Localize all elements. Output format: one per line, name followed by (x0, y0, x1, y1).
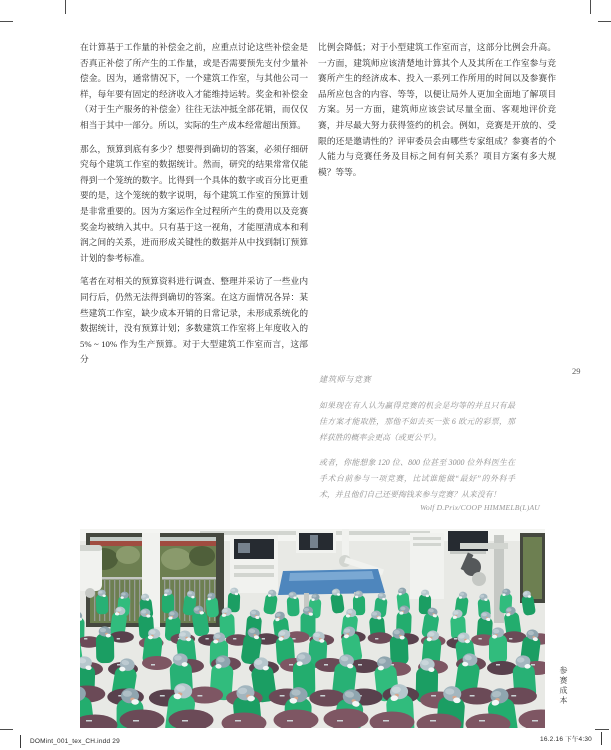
quote-paragraph: 如果现在有人认为赢得竞赛的机会是均等的并且只有最佳方案才能取胜，那他不如去买一张 6 欧元的彩票，那样获胜的概率会更高（或更公平）。 (319, 401, 515, 443)
body-paragraph: 在计算基于工作量的补偿金之前，应重点讨论这些补偿金是否真正补偿了所产生的工作量，或是否需要预先支付少量补偿金。因为，通常情况下，一个建筑工作室，与其他公司一样，每年要有固定的经济收入才能维持运转。奖金和补偿金（对于生产服务的补偿金）往往无法冲抵全部花销，而仅仅相当于其中一部分。所以，实际的生产成本经常超出预算。 (80, 42, 308, 130)
right-text-column (318, 40, 556, 188)
crop-mark-top-left-vertical (65, 0, 66, 14)
crop-mark-top-left-horizontal (0, 21, 13, 22)
quote-section-title: 建筑师与竞赛 (319, 375, 372, 384)
margin-caption-vertical: 参赛成本 (559, 666, 568, 706)
body-paragraph: 比例会降低；对于小型建筑工作室而言，这部分比例会升高。一方面，建筑师应该清楚地计算其个人及其所在工作室参与竞赛所产生的经济成本、投入一系列工作所用的时间以及参赛作品所应包含的内容、等等，以便让局外人更加全面地了解项目方案。另一方面，建筑师应该尝试尽量全面、客观地评价竞赛，并尽最大努力获得签约的机会。例如，竞赛是开放的、受限的还是邀请性的？评审委员会由哪些专家组成？参赛者的个人能力与竞赛任务及目标之间有何关系？项目方案有多大规模？等等。 (318, 42, 556, 177)
print-slug-datetime (540, 732, 602, 745)
slug-divider-bar (601, 732, 602, 745)
body-paragraph: 笔者在对相关的预算资料进行调查、整理并采访了一些业内同行后，仍然无法得到确切的答案。在这方面情况各异：某些建筑工作室，缺少成本开销的日常记录，未形成系统化的数据统计，没有预算计划；多数建筑工作室将上年度收入的5% ~ 10% 作为生产预算。对于大型建筑工作室而言，这部分 (80, 276, 308, 365)
slug-divider-bar (20, 735, 21, 748)
crop-mark-top-right-vertical (590, 0, 591, 14)
print-slug-filename (20, 735, 120, 748)
crop-mark-top-right-horizontal (598, 21, 611, 22)
left-text-column (80, 40, 308, 376)
quote-block (319, 398, 515, 511)
body-paragraph: 那么，预算到底有多少？想要得到确切的答案，必须仔细研究每个建筑工作室的数据统计。然而，研究的结果常常仅能得到一个笼统的数字。比得到一个具体的数字或百分比更重要的是，这个笼统的数字说明，每个建筑工作室的预算计划是非常重要的。因为方案运作全过程所产生的费用以及竞赛奖金均被纳入其中。只有基于这一视角，才能厘清成本和利润之间的关系，进而形成关键性的数据并从中找到制订预算计划的参考标准。 (80, 143, 308, 263)
slug-datetime-text: 16.2.16 下午4:30 (540, 736, 592, 743)
quote-attribution: Wolf D.Prix/COOP HIMMELB(L)AU (420, 503, 540, 512)
crop-mark-bottom-right-horizontal (595, 729, 609, 730)
surgeons-operating-theatre-photo (80, 529, 545, 728)
crop-mark-bottom-left-horizontal (0, 729, 13, 730)
page-number: 29 (572, 366, 581, 376)
quote-paragraph: 或者，你能想象 120 位、800 位甚至 3000 位外科医生在手术台前参与一项竞赛，比试谁能做“最好”的外科手术，并且他们自己还要掏钱来参与竞赛？从来没有！ (319, 457, 515, 500)
slug-filename-text: DOMint_001_tex_CH.indd 29 (30, 738, 120, 745)
